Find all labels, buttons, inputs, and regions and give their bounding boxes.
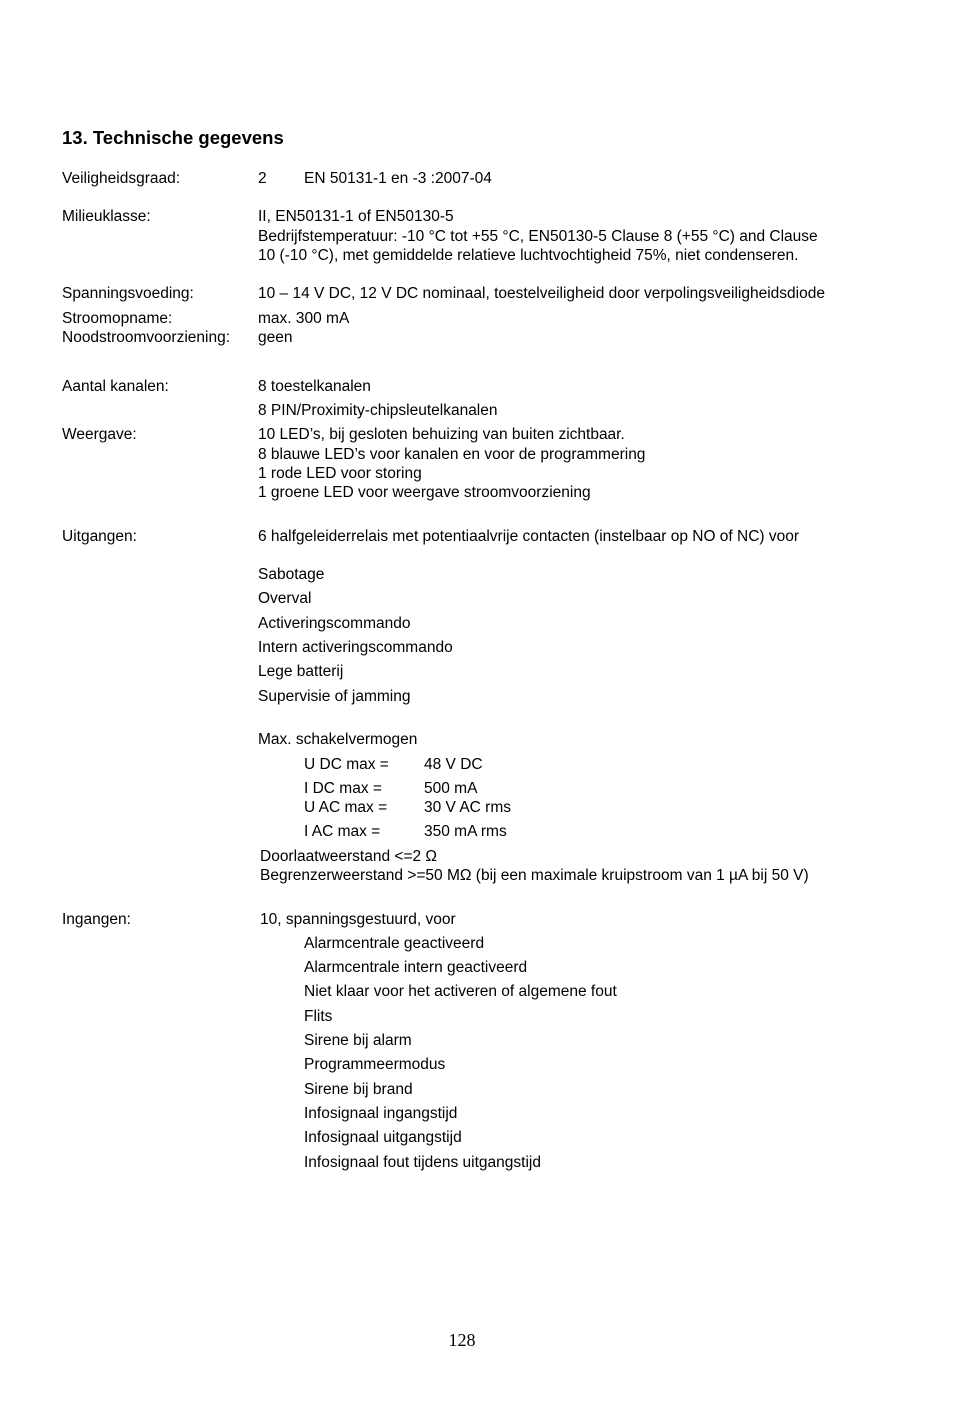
- weergave-line: 8 blauwe LED’s voor kanalen en voor de programmering: [258, 446, 646, 463]
- label-aantal-kanalen: Aantal kanalen:: [62, 378, 169, 395]
- uitgangen-item: Sabotage: [258, 566, 325, 583]
- value-noodstroomvoorziening: geen: [258, 329, 293, 346]
- schakelvermogen-title: Max. schakelvermogen: [258, 731, 418, 748]
- weergave-line: 10 LED’s, bij gesloten behuizing van buiten zichtbaar.: [258, 426, 625, 443]
- schakel-value: 30 V AC rms: [424, 799, 511, 816]
- ingangen-item: Flits: [304, 1008, 333, 1025]
- label-uitgangen: Uitgangen:: [62, 528, 137, 545]
- ingangen-item: Infosignaal fout tijdens uitgangstijd: [304, 1154, 541, 1171]
- uitgangen-item: Supervisie of jamming: [258, 688, 411, 705]
- milieuklasse-line: Bedrijfstemperatuur: -10 °C tot +55 °C, EN50130-5 Clause 8 (+55 °C) and Clause: [258, 228, 818, 245]
- weergave-line: 1 groene LED voor weergave stroomvoorziening: [258, 484, 591, 501]
- schakel-key: I DC max =: [304, 780, 382, 797]
- label-milieuklasse: Milieuklasse:: [62, 208, 151, 225]
- value-spanningsvoeding: 10 – 14 V DC, 12 V DC nominaal, toestelveiligheid door verpolingsveiligheidsdiode: [258, 285, 825, 302]
- label-weergave: Weergave:: [62, 426, 137, 443]
- begrenzerweerstand: Begrenzerweerstand >=50 MΩ (bij een maximale kruipstroom van 1 µA bij 50 V): [260, 867, 809, 884]
- schakel-key: U AC max =: [304, 799, 388, 816]
- ingangen-item: Programmeermodus: [304, 1056, 446, 1073]
- kanalen-line: 8 toestelkanalen: [258, 378, 371, 395]
- schakel-value: 500 mA: [424, 780, 478, 797]
- schakel-value: 48 V DC: [424, 756, 483, 773]
- schakel-value: 350 mA rms: [424, 823, 507, 840]
- weergave-line: 1 rode LED voor storing: [258, 465, 422, 482]
- label-spanningsvoeding: Spanningsvoeding:: [62, 285, 194, 302]
- value-veiligheidsgraad: 2: [258, 170, 267, 187]
- label-noodstroomvoorziening: Noodstroomvoorziening:: [62, 329, 231, 346]
- uitgangen-intro: 6 halfgeleiderrelais met potentiaalvrije contacten (instelbaar op NO of NC) voor: [258, 528, 800, 545]
- uitgangen-item: Lege batterij: [258, 663, 344, 680]
- label-veiligheidsgraad: Veiligheidsgraad:: [62, 170, 181, 187]
- milieuklasse-line: 10 (-10 °C), met gemiddelde relatieve luchtvochtigheid 75%, niet condenseren.: [258, 247, 799, 264]
- uitgangen-item: Intern activeringscommando: [258, 639, 453, 656]
- kanalen-line: 8 PIN/Proximity-chipsleutelkanalen: [258, 402, 498, 419]
- ingangen-item: Infosignaal ingangstijd: [304, 1105, 458, 1122]
- ingangen-item: Alarmcentrale intern geactiveerd: [304, 959, 528, 976]
- ingangen-item: Niet klaar voor het activeren of algemene fout: [304, 983, 617, 1000]
- label-stroomopname: Stroomopname:: [62, 310, 173, 327]
- doorlaatweerstand: Doorlaatweerstand <=2 Ω: [260, 848, 438, 865]
- ingangen-item: Alarmcentrale geactiveerd: [304, 935, 485, 952]
- value-stroomopname: max. 300 mA: [258, 310, 350, 327]
- milieuklasse-line: II, EN50131-1 of EN50130-5: [258, 208, 454, 225]
- schakel-key: U DC max =: [304, 756, 389, 773]
- ingangen-intro: 10, spanningsgestuurd, voor: [260, 911, 456, 928]
- label-ingangen: Ingangen:: [62, 911, 131, 928]
- uitgangen-item: Overval: [258, 590, 312, 607]
- value-veiligheidsgraad-norm: EN 50131-1 en -3 :2007-04: [304, 170, 492, 187]
- uitgangen-item: Activeringscommando: [258, 615, 411, 632]
- ingangen-item: Sirene bij brand: [304, 1081, 413, 1098]
- ingangen-item: Infosignaal uitgangstijd: [304, 1129, 462, 1146]
- page-number: 128: [448, 1330, 476, 1350]
- section-title: 13. Technische gegevens: [62, 127, 284, 148]
- ingangen-item: Sirene bij alarm: [304, 1032, 412, 1049]
- schakel-key: I AC max =: [304, 823, 381, 840]
